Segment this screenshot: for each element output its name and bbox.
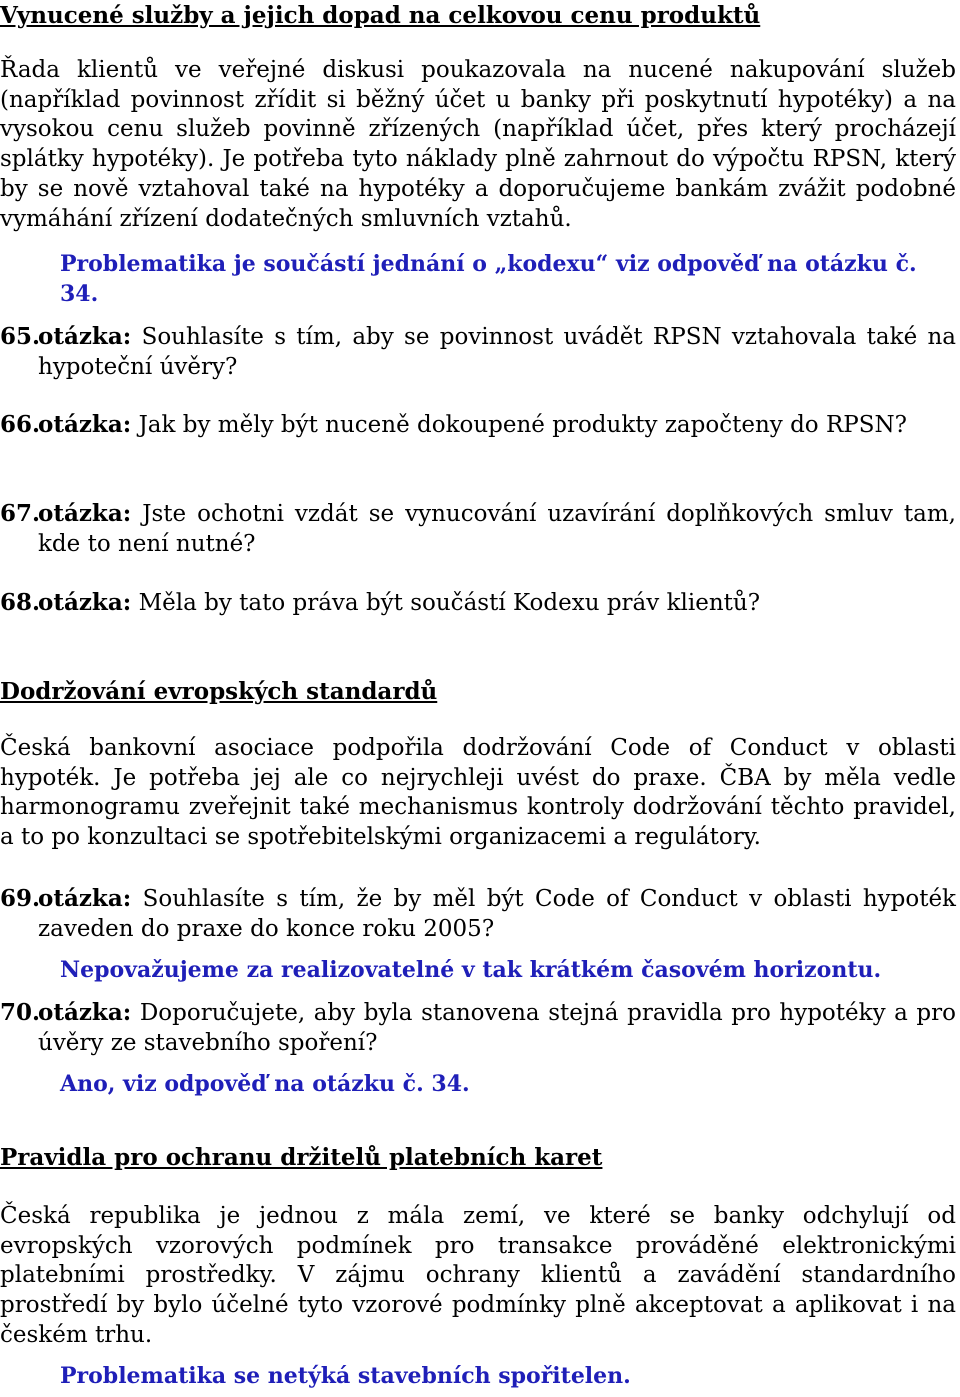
section-heading-forced-services: Vynucené služby a jejich dopad na celkovou cenu produktů: [0, 2, 761, 29]
question-68: [0, 588, 956, 619]
question-number: 70.: [0, 999, 41, 1026]
section-heading-european-standards: Dodržování evropských standardů: [0, 678, 438, 705]
question-text: Souhlasíte s tím, aby se povinnost uvádět RPSN vztahovala také na hypoteční úvěry?: [38, 324, 957, 380]
question-67: [0, 499, 956, 559]
question-keyword: otázka:: [38, 589, 132, 616]
answer-69: Nepovažujeme za realizovatelné v tak krátkém časovém horizontu.: [60, 957, 882, 983]
question-text: Souhlasíte s tím, že by měl být Code of Conduct v oblasti hypoték zaveden do praxe do konce roku 2005?: [38, 886, 956, 942]
question-65: [0, 322, 956, 382]
paragraph-card-holders: Česká republika je jednou z mála zemí, ve které se banky odchylují od evropských vzorových podmínek pro transakce prováděné elektronickými platebními prostředky. V zájmu ochrany klientů a zavádění standardního prostředí by bylo účelné tyto vzorové podmínky plně akceptovat a aplikovat i na českém trhu.: [0, 1203, 956, 1348]
question-text: Jak by měly být nuceně dokoupené produkty započteny do RPSN?: [138, 412, 907, 438]
question-text: Doporučujete, aby byla stanovena stejná pravidla pro hypotéky a pro úvěry ze stavebního spoření?: [38, 1000, 956, 1056]
question-keyword: otázka:: [38, 885, 132, 912]
question-keyword: otázka:: [38, 500, 132, 527]
question-text: Jste ochotni vzdát se vynucování uzavírání doplňkových smluv tam, kde to není nutné?: [38, 501, 956, 557]
question-66: [0, 410, 956, 441]
question-number: 65.: [0, 323, 41, 350]
answer-kodex: Problematika je součástí jednání o „kodexu“ viz odpověď na otázku č. 34.: [60, 251, 917, 307]
section-heading-card-holders: Pravidla pro ochranu držitelů platebních karet: [0, 1144, 603, 1171]
answer-card-holders: Problematika se netýká stavebních spořitelen.: [60, 1363, 631, 1389]
answer-70: Ano, viz odpověď na otázku č. 34.: [60, 1071, 470, 1097]
question-number: 69.: [0, 885, 41, 912]
question-text: Měla by tato práva být součástí Kodexu práv klientů?: [138, 590, 761, 616]
question-keyword: otázka:: [38, 411, 132, 438]
question-keyword: otázka:: [38, 999, 132, 1026]
question-70: [0, 998, 956, 1058]
paragraph-forced-services: Řada klientů ve veřejné diskusi poukazovala na nucené nakupování služeb (například povinnost zřídit si běžný účet u banky při poskytnutí hypotéky) a na vysokou cenu služeb povinně zřízených (například účet, přes který procházejí splátky hypotéky). Je potřeba tyto náklady plně zahrnout do výpočtu RPSN, který by se nově vztahoval také na hypotéky a doporučujeme bankám zvážit podobné vymáhání zřízení dodatečných smluvních vztahů.: [0, 57, 956, 232]
paragraph-european-standards: Česká bankovní asociace podpořila dodržování Code of Conduct v oblasti hypoték. Je potřeba jej ale co nejrychleji uvést do praxe. ČBA by měla vedle harmonogramu zveřejnit také mechanismus kontroly dodržování těchto pravidel, a to po konzultaci se spotřebitelskými organizacemi a regulátory.: [0, 735, 956, 851]
question-number: 67.: [0, 500, 41, 527]
question-keyword: otázka:: [38, 323, 132, 350]
question-number: 68.: [0, 589, 41, 616]
question-69: [0, 884, 956, 944]
question-number: 66.: [0, 411, 41, 438]
